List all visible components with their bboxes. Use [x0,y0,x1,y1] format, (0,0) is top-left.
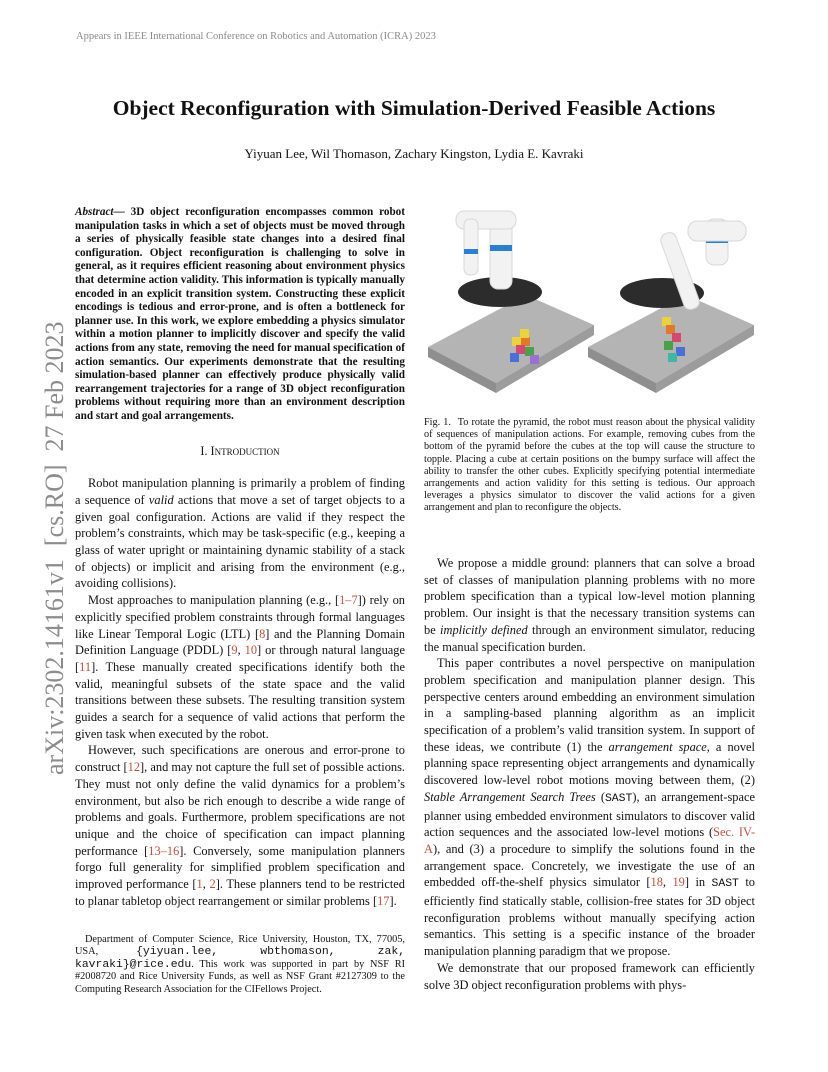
cube [525,347,534,356]
text-run: Most approaches to manipulation planning (e.g., [ [88,593,340,608]
footnote-text [75,934,405,996]
section-heading-introduction [75,443,405,460]
right-paragraph-3: We demonstrate that our proposed framework can efficiently solve 3D object reconfiguration problems with phys- [424,960,755,992]
section-link[interactable]: Sec. IV-A [424,825,755,856]
text-run: ], and may not capture the full set of possible actions. They must not only define the valid dynamics for a problem’s environment, but also be rich enough to describe a wide range of problems and goals. Furthermore, problem specifications are not unique and the choice of specification can impact planning performance [ [75,760,405,858]
robot-wrist-stripe-left [464,249,478,254]
cube [512,337,521,346]
citation-link[interactable]: 9 [231,643,238,658]
citation-link[interactable]: 2 [209,877,216,892]
cube [672,333,681,342]
citation-link[interactable]: 1 [196,877,203,892]
text-run: , [202,877,210,892]
text-run: ]. These manually created specifications identify both the valid, meaningful subsets of the state space and the valid transitions between these subsets. The resulting transition system guides a search for a sequence of valid actions that perform the given task when executed by the robot. [75,659,405,741]
text-run: ), and (3) a procedure to simplify the solutions found in the arrangement space. Concretely, we investigate the use of an embedded off-the-shelf physics simulator [ [424,841,755,890]
figure-1-robot-scenes [426,197,756,401]
algorithm-name: SAST [604,792,633,805]
text-run: This paper contributes a novel perspective on manipulation problem specification and manipulation planner design. This perspective centers around embedding an environment simulation in a sampling-based planning algorithm as an implicit specification of a problem’s valid transition system. In support of these ideas, we contribute (1) the [424,656,755,754]
citation-link[interactable]: 18 [650,875,663,890]
citation-link[interactable]: 8 [259,626,266,641]
abstract-label: Abstract [75,206,114,218]
citation-link[interactable]: 12 [127,760,141,775]
right-paragraph-2 [424,655,755,960]
cube [516,345,525,354]
cube [676,347,685,356]
text-run: Robot manipulation planning is primarily a problem of finding a sequence of [75,476,405,507]
robot-wrist-left [464,219,478,275]
robot-stripe-left [490,245,512,251]
text-run: through an environment simulator, reducing the manual specification burden. [424,622,756,654]
text-run: However, such specifications are onerous and error-prone to construct [ [75,743,405,775]
conference-header-note: Appears in IEEE International Conference on Robotics and Automation (ICRA) 2023 [76,31,436,42]
intro-paragraph-2 [75,592,405,742]
section-title: Introduction [210,443,280,458]
cube [530,355,539,364]
cube [510,353,519,362]
text-run: ] and the Planning Domain Definition Language (PDDL) [ [75,626,405,658]
citation-link[interactable]: 17 [377,893,390,908]
cube [520,329,529,338]
text-run: ] or through natural language [ [75,643,405,674]
text-run: . This work was supported in part by NSF RI #2008720 and Rice University Funds, as well as NSF Grant #2127309 to the Computing Research Association for the CIFellows Project. [75,958,405,995]
text-run: , a novel planning space representing object arrangements and dynamically discovered low-level robot motions moving between them, (2) [424,739,755,788]
caption-text: To rotate the pyramid, the robot must reason about the physical validity of sequences of manipulation actions. For example, removing cubes from the bottom of the pyramid before the cubes at the top will cause the structure to topple. Placing a cube at certain positions on the bumpy surface will affect the ability to transfer the other cubes. Explicitly specifying potential intermediate arrangements and action validity for this setting is tedious. Our approach leverages a physics simulator to discover the valid actions for a given arrangement and plan to reconfigure the objects. [424,417,755,514]
right-column [424,555,755,993]
author-list: Yiyuan Lee, Wil Thomason, Zachary Kingston, Lydia E. Kavraki [244,146,584,161]
figure-1-caption [424,417,755,515]
citation-link[interactable]: 19 [672,875,685,890]
intro-paragraph-1 [75,475,405,592]
right-paragraph-1 [424,555,755,655]
emphasis-text: implicitly defined [440,622,528,637]
cube [668,353,677,362]
intro-paragraph-3 [75,742,405,909]
author-emails: {yiyuan.lee, wbthomason, zak, kavraki}@rice.edu [75,946,406,971]
paper-title: Object Reconfiguration with Simulation-Derived Feasible Actions [112,96,716,120]
citation-link[interactable]: 13–16 [148,843,180,858]
citation-link[interactable]: 10 [244,643,258,658]
right-scene [588,219,754,393]
text-run: ]) rely on explicitly specified problem constraints through formal languages like Linear Temporal Logic (LTL) [ [75,593,405,641]
text-run: ]. [389,893,397,908]
left-column [75,206,405,909]
text-run: to efficiently find statically stable, collision-free states for 3D object reconfiguration problems without manually specifying action semantics. This setting is a specific instance of the broader manipulation planning paradigm that we propose. [424,875,755,959]
cube [662,317,671,326]
emphasis-text: valid [148,492,174,507]
abstract-text: — 3D object reconfiguration encompasses common robot manipulation tasks in which a set of objects must be moved through a series of physically feasible state changes into a desired final configuration. Object reconfiguration is challenging to solve in general, as it requires efficient reasoning about environment physics that determine action validity. This information is typically manually encoded in an explicit transition system. Constructing these explicit encodings is tedious and error-prone, and is often a bottleneck for planner use. In this work, we explore embedding a physics simulator within a motion planner to implicitly discover and specify the valid actions from any state, removing the need for manual specification of action semantics. Our experiments demonstrate that the resulting simulation-based planner can effectively produce physically valid rearrangement trajectories for a range of 3D object reconfiguration problems without requiring more than an environment description and start and goal arrangements. [75,206,405,422]
citation-link[interactable]: 1–7 [339,593,358,608]
section-number: I. [200,443,208,458]
text-run: ), an arrangement-space planner using embedded environment simulators to discover valid action sequences and the associated low-level motions ( [424,789,755,840]
emphasis-text: arrangement space [608,739,707,754]
robot-forearm-right [688,221,746,241]
citation-link[interactable]: 11 [79,659,92,674]
emphasis-text: Stable Arrangement Search Trees [424,789,596,804]
text-run: ( [595,789,605,804]
arxiv-identifier-stamp: arXiv:2302.14161v1 [cs.RO] 27 Feb 2023 [40,321,69,775]
text-run: ]. These planners tend to be restricted to planar tabletop object rearrangement or similar problems [ [75,877,405,908]
text-run: ]. Conversely, some manipulation planners forgo full generality for simplified problem specification and improved performance [ [75,843,405,892]
cube [664,341,673,350]
figure-1-image [426,197,756,401]
text-run: ] in [684,875,712,890]
cube [666,325,675,334]
text-run: , [237,643,245,658]
algorithm-name: SAST [711,878,739,891]
caption-label: Fig. 1. [424,417,451,428]
cube [521,337,530,346]
footnote [75,934,405,996]
text-run: We propose a middle ground: planners that can solve a broad set of classes of manipulation planning problems with no more problem specification than a typical low-level motion planning problem. Our insight is that the necessary transition systems can be [424,556,755,637]
text-run: Department of Computer Science, Rice University, Houston, TX, 77005, USA, [75,934,405,958]
abstract [75,206,405,424]
text-run: , [662,875,673,890]
left-scene [428,211,594,393]
text-run: actions that move a set of target objects to a given goal configuration. Actions are valid if they respect the problem’s constraints, which may be task-specific (e.g., keeping a glass of water upright or maintaining dynamic stability of a stack of objects) or implicit and arising from the environment (e.g., avoiding collisions). [75,492,405,591]
